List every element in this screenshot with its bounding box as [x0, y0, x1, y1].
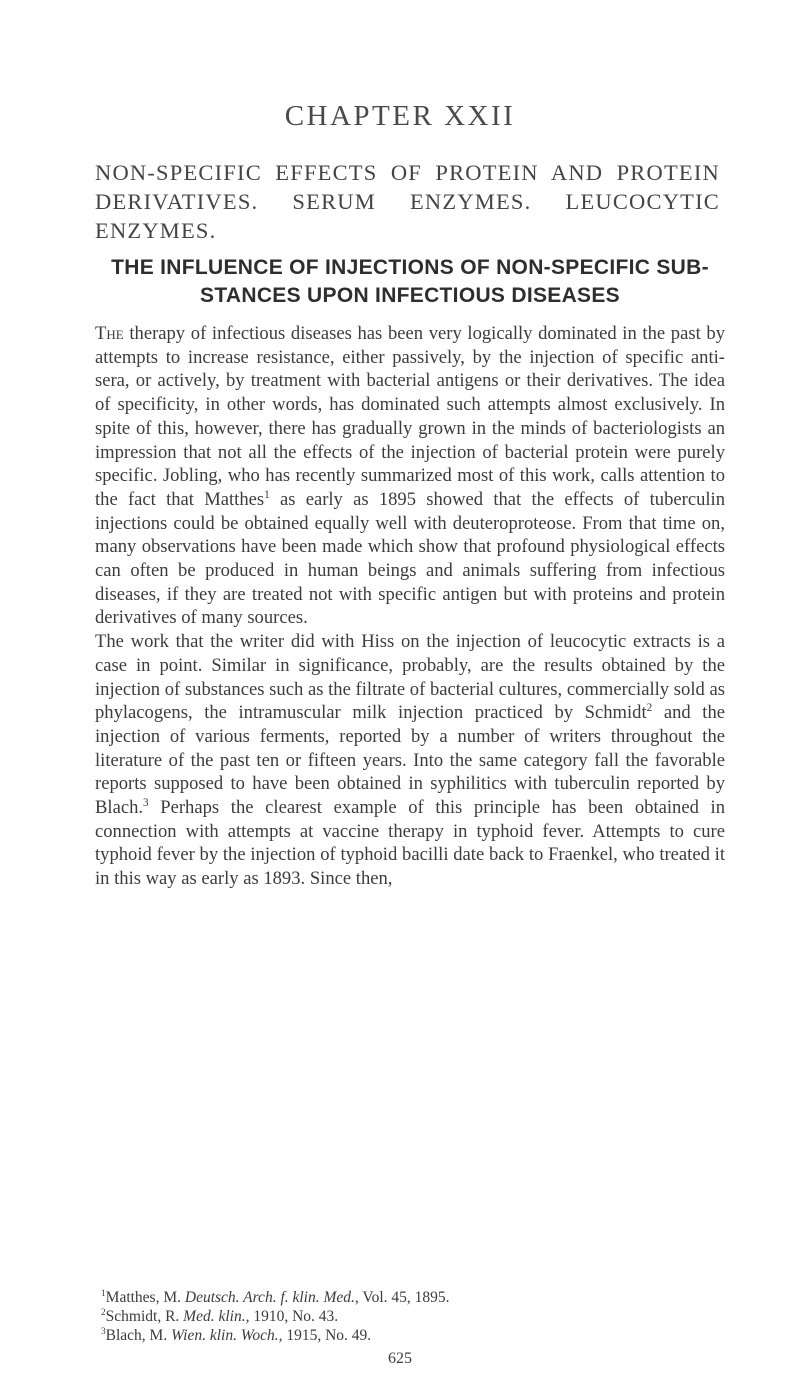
footnote-number: 3 [101, 1326, 106, 1337]
footnote-source: Med. klin., [183, 1308, 250, 1325]
section-heading-line-2: STANCES UPON INFECTIOUS DISEASES [200, 284, 620, 307]
section-heading [90, 254, 730, 310]
section-heading-line-1: THE INFLUENCE OF INJECTIONS OF NON-SPECIFIC SUB- [111, 256, 709, 279]
page-number: 625 [388, 1350, 412, 1367]
footnote-rest: 1910, No. 43. [249, 1308, 339, 1325]
footnote-ref-2: 2 [646, 702, 653, 715]
footnote-number: 1 [101, 1288, 106, 1299]
footnote-rest: 1915, No. 49. [282, 1327, 372, 1344]
paragraph-lead-word: The [95, 323, 124, 344]
paragraph-2-text-b: and the injection of various ferments, reported by a number of writers throughout the literature of the past ten or fifteen years. Into the same category fall the favorable reports supposed to have been obtained in syphilitics with tuberculin reported by Blach. [95, 702, 725, 819]
paragraph-1 [95, 322, 725, 630]
chapter-title: CHAPTER XXII [284, 100, 516, 132]
paragraph-1-text-b: as early as 1895 showed that the effects of tuberculin injections could be obtained equally well with deuteroproteose. From that time on, many observations have been made which show that profound physiological effects can often be produced in human beings and animals suffering from infectious diseases, if they are treated not with specific antigen but with proteins and protein derivatives of many sources. [95, 488, 726, 629]
body-text [95, 322, 725, 891]
footnote-ref-3: 3 [143, 796, 149, 809]
paragraph-2-text-c: Perhaps the clearest example of this principle has been obtained in connection with attempts at vaccine therapy in typhoid fever. Attempts to cure typhoid fever by the injection of typhoid bacilli date back to Fraenkel, who treated it in this way as early as 1893. Since then, [95, 797, 725, 890]
chapter-heading: NON-SPECIFIC EFFECTS OF PROTEIN AND PROTEIN DERIVATIVES. SERUM ENZYMES. LEUCOCYTIC ENZYMES. [95, 160, 720, 243]
paragraph-2 [95, 630, 725, 891]
footnotes [95, 1288, 725, 1345]
footnote-author: Schmidt, R. [105, 1308, 184, 1325]
footnote [95, 1307, 725, 1326]
footnote-author: Matthes, M. [105, 1289, 185, 1306]
footnote-source: Wien. klin. Woch., [171, 1327, 283, 1344]
footnote-rest: Vol. 45, 1895. [358, 1289, 450, 1306]
footnote [95, 1326, 725, 1345]
footnote-author: Blach, M. [105, 1327, 172, 1344]
footnote-source: Deutsch. Arch. f. klin. Med., [184, 1289, 359, 1306]
footnote-ref-1: 1 [264, 488, 270, 501]
footnote [95, 1288, 725, 1307]
footnote-number: 2 [101, 1307, 106, 1318]
paragraph-1-text-a: therapy of infectious diseases has been very logically dominated in the past by attempts to increase resistance, either passively, by the injection of specific anti-sera, or actively, by treatment with bacterial antigens or their derivatives. The idea of specificity, in other words, has dominated such attempts almost exclusively. In spite of this, however, there has gradually grown in the minds of bacteriologists an impression that not all the effects of the injection of bacterial protein were purely specific. Jobling, who has recently summarized most of this work, calls attention to the fact that Matthes [95, 323, 725, 510]
paragraph-2-text-a: The work that the writer did with Hiss on the injection of leucocytic extracts is a case in point. Similar in significance, probably, are the results obtained by the injection of substances such as the filtrate of bacterial cultures, commercially sold as phylacogens, the intramuscular milk injection practiced by Schmidt [95, 631, 725, 724]
